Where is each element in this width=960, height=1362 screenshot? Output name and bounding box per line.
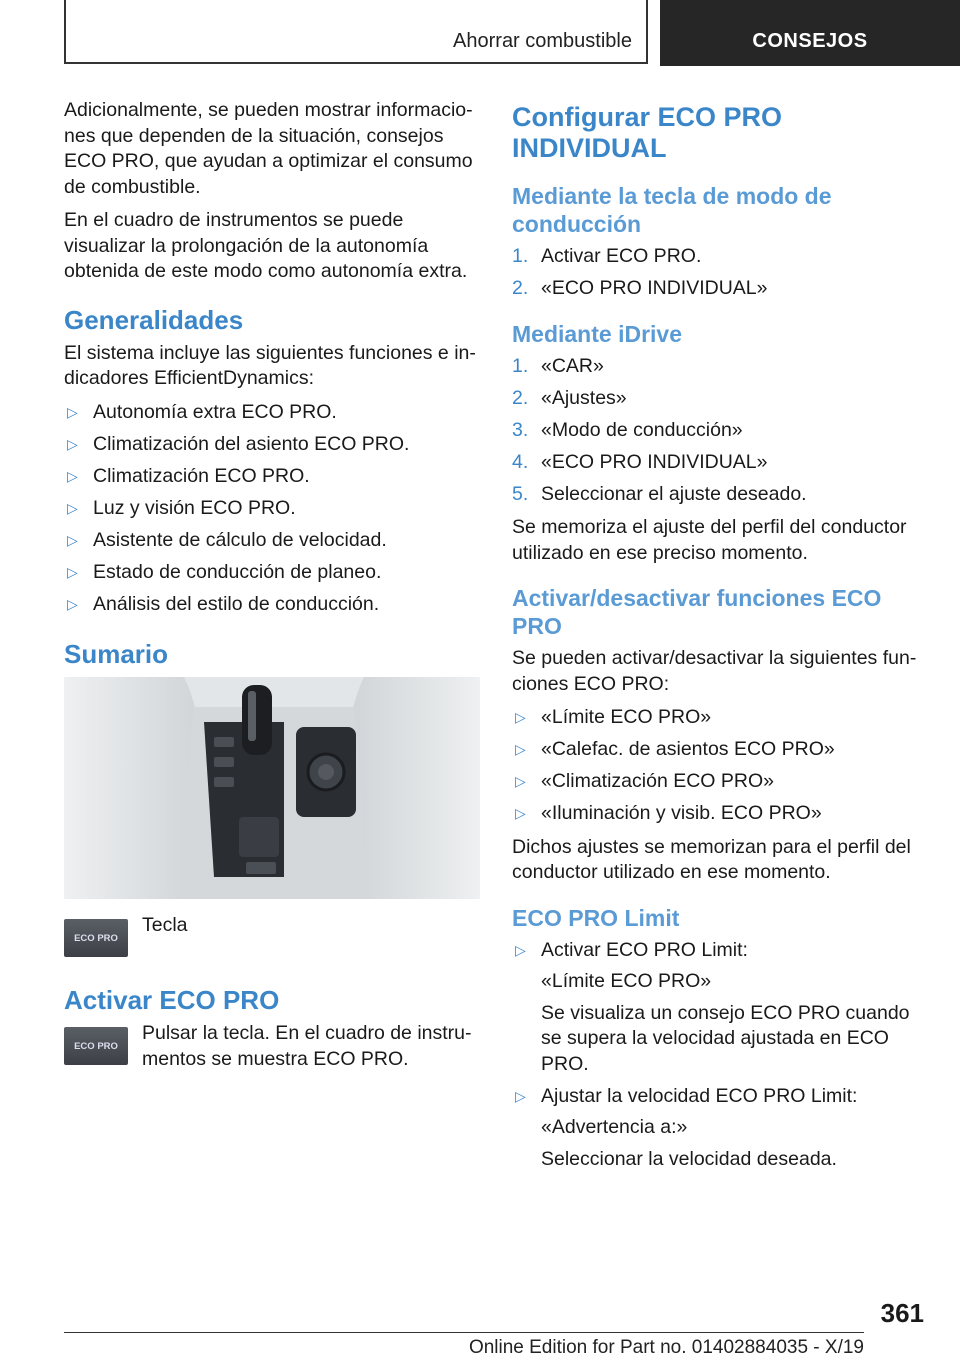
activar-text: Pulsar la tecla. En el cuadro de instrumentos se muestra ECO PRO. [142,1022,472,1070]
idrive-note: Se memoriza el ajuste del perfil del conductor utilizado en ese preciso momento. [512,516,907,564]
triangle-bullet-icon: ▷ [67,403,78,420]
sumario-heading: Sumario [64,639,169,669]
triangle-bullet-icon: ▷ [515,941,526,958]
list-item: ▷ Activar ECO PRO Limit: «Límite ECO PRO» Se visualiza un consejo ECO PRO cuando se supera la velocidad ajustada en ECO PRO. [512,938,932,1078]
list-item: ▷ «Climatización ECO PRO» [512,769,932,795]
limit-item2-sub1: «Advertencia a:» [541,1116,688,1138]
limit-item2-sub2: Seleccionar la velocidad deseada. [541,1147,837,1170]
list-item: ▷ Asistente de cálculo de velocidad. [64,528,482,554]
list-item: ▷ Luz y visión ECO PRO. [64,496,482,522]
footer-edition: Online Edition for Part no. 01402884035 - X/19 [468,1337,864,1358]
triangle-bullet-icon: ▷ [515,773,526,789]
list-item: 1. Activar ECO PRO. [512,244,932,270]
limit-item1-sub2: Se visualiza un consejo ECO PRO cuando se supera la velocidad ajustada en ECO PRO. [541,1001,910,1075]
list-item: ▷ Climatización del asiento ECO PRO. [64,432,482,458]
list-item: 2. «Ajustes» [512,386,932,412]
eco-pro-key-caption-row [64,913,482,965]
intro-paragraph-1: Adicionalmente, se pueden mostrar informaciones que dependen de la situación, consejos ECO PRO, que ayudan a optimizar el consumo de combustible. [64,99,473,198]
list-item: 2. «ECO PRO INDIVIDUAL» [512,276,932,302]
page-number: 361 [880,1298,924,1328]
idrive-steps [512,354,932,508]
step-number: 2. [512,277,529,299]
tecla-heading: Mediante la tecla de modo de conducción [512,183,832,237]
triangle-bullet-icon: ▷ [515,741,526,757]
footer-divider [64,1332,864,1333]
triangle-bullet-icon: ▷ [67,499,78,516]
triangle-bullet-icon: ▷ [67,531,78,548]
list-item: ▷ Estado de conducción de planeo. [64,560,482,586]
triangle-bullet-icon: ▷ [515,709,526,725]
funciones-text: Se pueden activar/desactivar la siguientes funciones ECO PRO: [512,647,917,695]
list-item: ▷ Climatización ECO PRO. [64,464,482,490]
triangle-bullet-icon: ▷ [67,595,78,612]
intro-paragraph-2: En el cuadro de instrumentos se puede visualizar la prolongación de la autonomía obtenida de este modo como autonomía extra. [64,209,468,282]
triangle-bullet-icon: ▷ [515,1087,526,1104]
triangle-bullet-icon: ▷ [67,467,78,484]
activar-row [64,1021,482,1073]
header-chapter-tab[interactable] [660,0,960,66]
header-section-box [64,0,648,64]
page-header [0,0,960,66]
eco-pro-button[interactable]: ECO PRO [64,1027,128,1065]
list-item: ▷ «Iluminación y visib. ECO PRO» [512,801,932,827]
right-column [512,98,932,1180]
generalidades-list [64,400,482,618]
step-number: 1. [512,245,529,267]
generalidades-heading: Generalidades [64,304,244,335]
idrive-heading: Mediante iDrive [512,320,682,347]
triangle-bullet-icon: ▷ [515,805,526,821]
config-heading: Configurar ECO PRO INDIVIDUAL [512,102,783,163]
limit-item1-sub1: «Límite ECO PRO» [541,970,712,992]
step-number: 5. [512,482,529,505]
limit-heading: ECO PRO Limit [512,904,680,931]
list-item: 4. «ECO PRO INDIVIDUAL» [512,450,932,476]
key-caption: Tecla [142,914,188,936]
eco-pro-button[interactable]: ECO PRO [64,919,128,957]
list-item: 5. Seleccionar el ajuste deseado. [512,482,932,508]
activar-heading: Activar ECO PRO [64,985,280,1015]
step-number: 2. [512,386,529,409]
list-item: ▷ «Límite ECO PRO» [512,705,932,731]
list-item: 1. «CAR» [512,354,932,380]
list-item: ▷ «Calefac. de asientos ECO PRO» [512,737,932,763]
list-item: ▷ Ajustar la velocidad ECO PRO Limit: «Advertencia a:» Seleccionar la velocidad deseada. [512,1084,932,1173]
header-section-title: Ahorrar combustible [453,30,632,52]
funciones-note: Dichos ajustes se memorizan para el perfil del conductor utilizado en ese momento. [512,835,911,883]
triangle-bullet-icon: ▷ [67,435,78,452]
step-number: 3. [512,418,529,441]
funciones-heading: Activar/desactivar funciones ECO PRO [512,585,882,639]
header-chapter-label: CONSEJOS [752,30,868,52]
center-console-illustration [64,677,480,899]
list-item: ▷ Análisis del estilo de conducción. [64,592,482,618]
left-column [64,98,482,1079]
funciones-list [512,705,932,827]
list-item: 3. «Modo de conducción» [512,418,932,444]
step-number: 4. [512,450,529,473]
center-console-photo [64,677,480,899]
step-number: 1. [512,354,529,377]
tecla-steps [512,244,932,302]
triangle-bullet-icon: ▷ [67,563,78,580]
generalidades-text: El sistema incluye las siguientes funciones e indicadores EfficientDynamics: [64,341,476,389]
limit-list [512,938,932,1173]
list-item: ▷ Autonomía extra ECO PRO. [64,400,482,426]
